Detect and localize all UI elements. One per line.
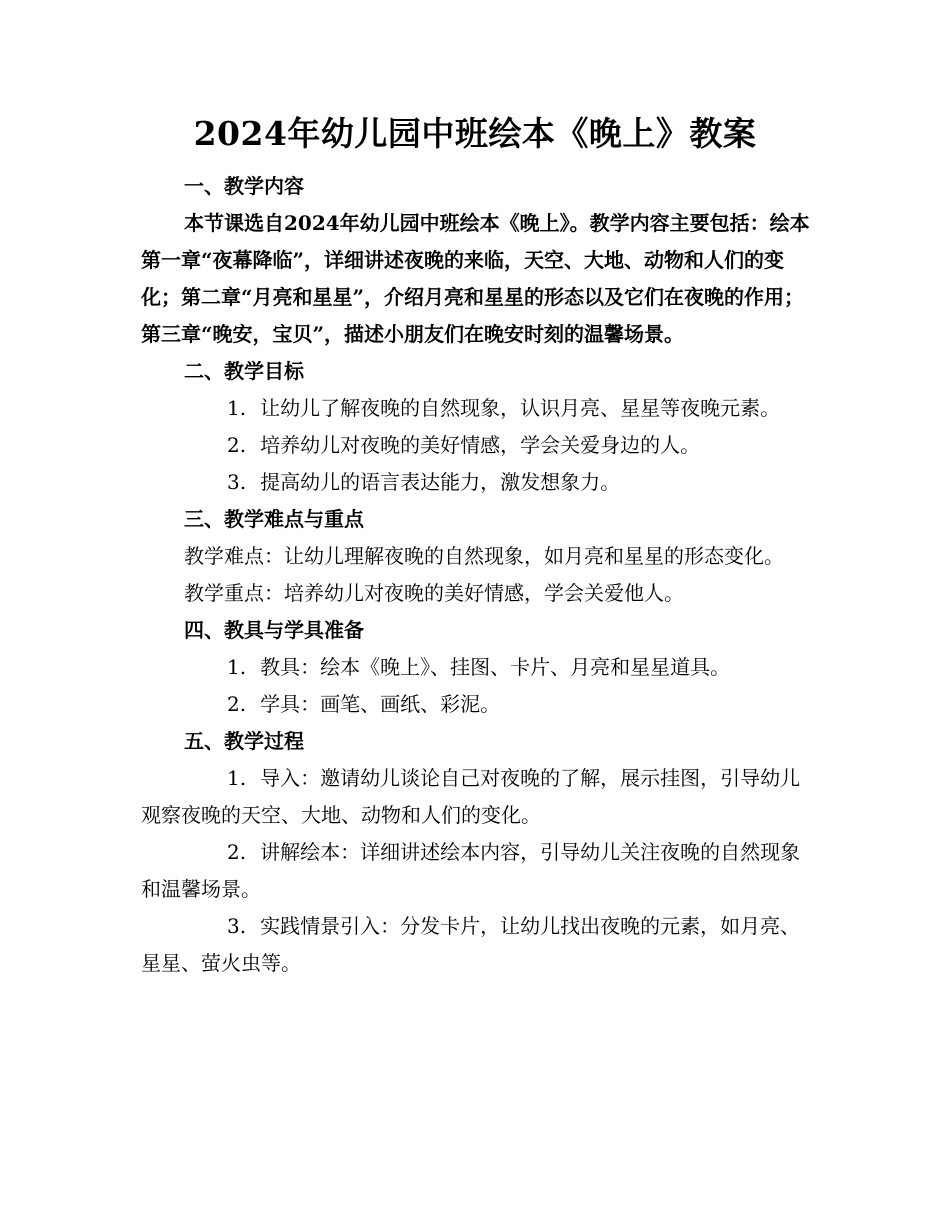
list-item (141, 834, 811, 908)
body-paragraph: 教学重点：培养幼儿对夜晚的美好情感，学会关爱他人。 (184, 581, 684, 605)
list-item-number: 3. (227, 914, 247, 938)
list-item (141, 464, 811, 501)
list-item-text: 培养幼儿对夜晚的美好情感，学会关爱身边的人。 (260, 433, 701, 457)
list-item-number: 2. (227, 840, 247, 864)
section-heading: 五、教学过程 (184, 729, 304, 753)
list-item-text: 导入：邀请幼儿谈论自己对夜晚的了解，展示挂图，引导幼儿观察夜晚的天空、大地、动物和人们的变化。 (141, 766, 801, 827)
list-item-number: 2. (227, 433, 247, 457)
list-item-number: 2. (227, 692, 247, 716)
section-heading: 一、教学内容 (184, 174, 304, 198)
list-item-number: 1. (227, 396, 247, 420)
list-item-number: 3. (227, 470, 247, 494)
body-paragraph: 本节课选自2024年幼儿园中班绘本《晚上》。教学内容主要包括：绘本第一章“夜幕降临”，详细讲述夜晚的来临，天空、大地、动物和人们的变化；第二章“月亮和星星”，介绍月亮和星星的形态以及它们在夜晚的作用；第三章“晚安，宝贝”，描述小朋友们在晚安时刻的温馨场景。 (141, 211, 810, 346)
list-item (141, 686, 811, 723)
list-item-text: 让幼儿了解夜晚的自然现象，认识月亮、星星等夜晚元素。 (260, 396, 781, 420)
list-item (141, 649, 811, 686)
body-paragraph: 教学难点：让幼儿理解夜晚的自然现象，如月亮和星星的形态变化。 (184, 544, 784, 568)
section-heading: 二、教学目标 (184, 359, 304, 383)
list-item-text: 提高幼儿的语言表达能力，激发想象力。 (260, 470, 621, 494)
list-item-text: 学具：画笔、画纸、彩泥。 (260, 692, 501, 716)
list-item (141, 390, 811, 427)
list-item-text: 教具：绘本《晚上》、挂图、卡片、月亮和星星道具。 (260, 655, 731, 679)
list-item-number: 1. (227, 766, 247, 790)
document-body (141, 168, 811, 982)
document-title: 2024年幼儿园中班绘本《晚上》教案 (193, 114, 757, 153)
list-item (141, 908, 811, 982)
list-item (141, 427, 811, 464)
list-item-number: 1. (227, 655, 247, 679)
section-heading: 三、教学难点与重点 (184, 507, 364, 531)
list-item-text: 实践情景引入：分发卡片，让幼儿找出夜晚的元素，如月亮、星星、萤火虫等。 (141, 914, 801, 975)
section-heading: 四、教具与学具准备 (184, 618, 364, 642)
list-item (141, 760, 811, 834)
list-item-text: 讲解绘本：详细讲述绘本内容，引导幼儿关注夜晚的自然现象和温馨场景。 (141, 840, 801, 901)
